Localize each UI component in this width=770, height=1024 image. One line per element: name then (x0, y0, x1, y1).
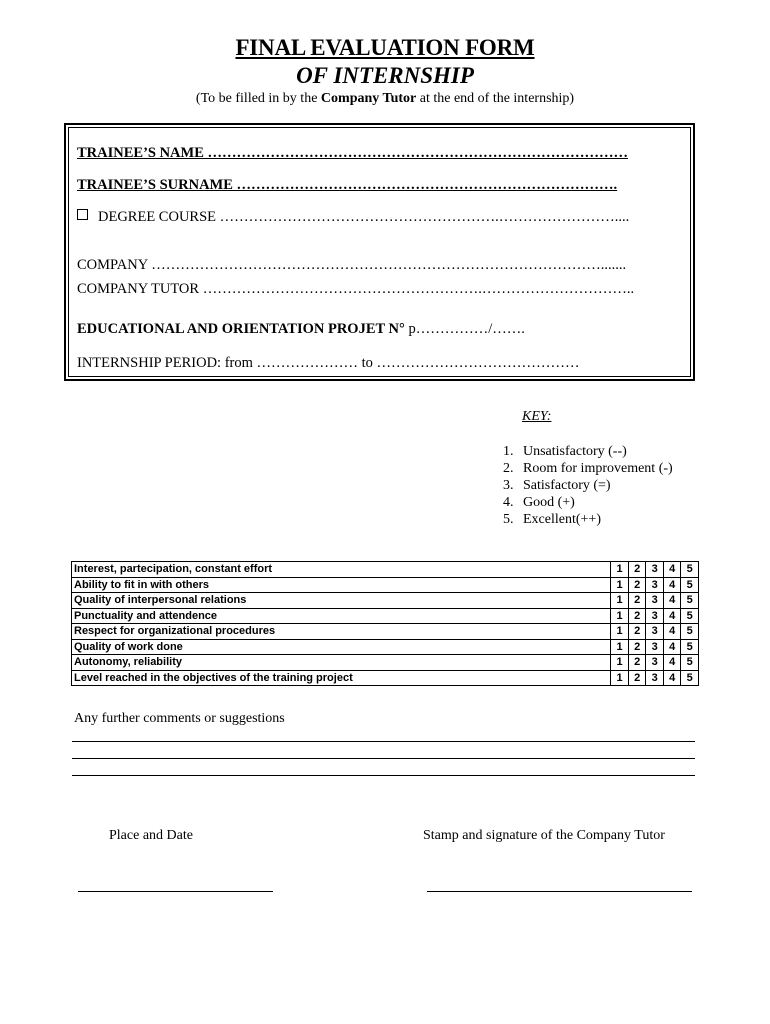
key-item-label: Unsatisfactory (--) (523, 444, 627, 459)
evaluation-row (72, 639, 699, 655)
form-instructions (0, 91, 770, 107)
score-option-4[interactable]: 4 (663, 624, 681, 640)
score-option-2[interactable]: 2 (628, 639, 646, 655)
score-option-1[interactable]: 1 (611, 577, 629, 593)
criterion-label: Quality of interpersonal relations (72, 593, 611, 609)
key-item-label: Excellent(++) (523, 512, 601, 527)
comment-line-3[interactable] (72, 775, 695, 776)
score-option-1[interactable]: 1 (611, 593, 629, 609)
key-item-label: Room for improvement (-) (523, 461, 673, 476)
evaluation-row (72, 608, 699, 624)
score-option-4[interactable]: 4 (663, 639, 681, 655)
project-number-field[interactable]: p……………/……. (404, 321, 525, 337)
score-option-1[interactable]: 1 (611, 624, 629, 640)
score-option-5[interactable]: 5 (681, 639, 699, 655)
degree-course-checkbox[interactable] (77, 209, 88, 220)
stamp-signature-label: Stamp and signature of the Company Tutor (423, 828, 665, 843)
score-option-2[interactable]: 2 (628, 624, 646, 640)
score-option-5[interactable]: 5 (681, 577, 699, 593)
instructions-bold: Company Tutor (320, 91, 417, 106)
evaluation-table (71, 561, 699, 686)
score-option-3[interactable]: 3 (646, 670, 664, 686)
company-field[interactable]: COMPANY …………………………………………………………………………………....... (77, 257, 627, 273)
key-item-number: 3. (503, 478, 514, 493)
score-option-5[interactable]: 5 (681, 562, 699, 578)
criterion-label: Level reached in the objectives of the training project (72, 670, 611, 686)
score-option-2[interactable]: 2 (628, 577, 646, 593)
score-option-3[interactable]: 3 (646, 593, 664, 609)
score-option-1[interactable]: 1 (611, 639, 629, 655)
form-title: FINAL EVALUATION FORM (235, 35, 535, 60)
key-item-label: Good (+) (523, 495, 575, 510)
project-label: EDUCATIONAL AND ORIENTATION PROJET N° (77, 321, 405, 337)
key-item (503, 511, 673, 528)
score-option-1[interactable]: 1 (611, 562, 629, 578)
criterion-label: Interest, partecipation, constant effort (72, 562, 611, 578)
score-option-2[interactable]: 2 (628, 593, 646, 609)
evaluation-row (72, 624, 699, 640)
degree-course-row (77, 209, 629, 226)
signature-line[interactable] (427, 891, 692, 892)
score-option-3[interactable]: 3 (646, 608, 664, 624)
score-option-3[interactable]: 3 (646, 624, 664, 640)
score-option-4[interactable]: 4 (663, 670, 681, 686)
evaluation-row (72, 577, 699, 593)
comments-label: Any further comments or suggestions (74, 711, 285, 726)
instructions-post: at the end of the internship) (416, 91, 575, 106)
score-option-2[interactable]: 2 (628, 670, 646, 686)
trainee-info-box-inner (68, 127, 691, 377)
key-title: KEY: (522, 409, 552, 424)
score-option-2[interactable]: 2 (628, 562, 646, 578)
key-item-number: 1. (503, 444, 514, 459)
criterion-label: Punctuality and attendence (72, 608, 611, 624)
key-item-number: 2. (503, 461, 514, 476)
score-option-5[interactable]: 5 (681, 608, 699, 624)
degree-course-field[interactable]: DEGREE COURSE ………………………………………………….…………………….... (98, 209, 630, 225)
key-item-number: 4. (503, 495, 514, 510)
key-item-label: Satisfactory (=) (523, 478, 611, 493)
form-subtitle-title: OF INTERNSHIP (296, 63, 474, 88)
score-option-1[interactable]: 1 (611, 655, 629, 671)
instructions-pre: (To be filled in by the (195, 91, 321, 106)
score-option-5[interactable]: 5 (681, 670, 699, 686)
score-option-3[interactable]: 3 (646, 655, 664, 671)
score-option-3[interactable]: 3 (646, 639, 664, 655)
score-option-3[interactable]: 3 (646, 562, 664, 578)
score-option-1[interactable]: 1 (611, 670, 629, 686)
place-date-line[interactable] (78, 891, 273, 892)
score-option-2[interactable]: 2 (628, 655, 646, 671)
evaluation-row (72, 562, 699, 578)
score-option-4[interactable]: 4 (663, 593, 681, 609)
score-option-1[interactable]: 1 (611, 608, 629, 624)
score-option-4[interactable]: 4 (663, 562, 681, 578)
comment-line-1[interactable] (72, 741, 695, 742)
score-option-4[interactable]: 4 (663, 608, 681, 624)
comment-line-2[interactable] (72, 758, 695, 759)
evaluation-row (72, 670, 699, 686)
criterion-label: Quality of work done (72, 639, 611, 655)
key-item-number: 5. (503, 512, 514, 527)
key-item (503, 443, 673, 460)
score-option-2[interactable]: 2 (628, 608, 646, 624)
trainee-name-field[interactable]: TRAINEE’S NAME …………………………………………………………………………… (77, 145, 629, 161)
score-option-5[interactable]: 5 (681, 593, 699, 609)
key-list (503, 443, 673, 528)
trainee-surname-field[interactable]: TRAINEE’S SURNAME ……………………………………………………………………. (77, 177, 618, 193)
key-item (503, 494, 673, 511)
project-row (77, 321, 525, 338)
key-item (503, 460, 673, 477)
evaluation-table-body (72, 562, 699, 686)
criterion-label: Autonomy, reliability (72, 655, 611, 671)
criterion-label: Respect for organizational procedures (72, 624, 611, 640)
place-date-label: Place and Date (109, 828, 193, 843)
score-option-3[interactable]: 3 (646, 577, 664, 593)
score-option-5[interactable]: 5 (681, 655, 699, 671)
evaluation-row (72, 655, 699, 671)
key-item (503, 477, 673, 494)
company-tutor-field[interactable]: COMPANY TUTOR ………………………………………………….………………………….. (77, 281, 635, 297)
internship-period-field[interactable]: INTERNSHIP PERIOD: from ………………… to …………………………………… (77, 355, 580, 371)
evaluation-row (72, 593, 699, 609)
criterion-label: Ability to fit in with others (72, 577, 611, 593)
score-option-5[interactable]: 5 (681, 624, 699, 640)
score-option-4[interactable]: 4 (663, 577, 681, 593)
score-option-4[interactable]: 4 (663, 655, 681, 671)
